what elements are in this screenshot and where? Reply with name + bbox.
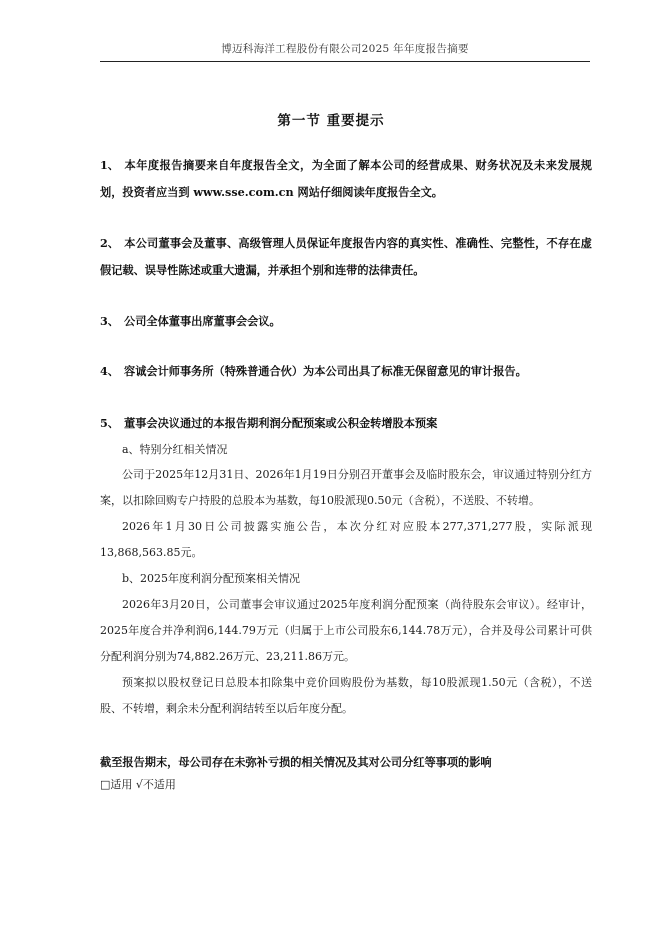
item-number: 2、 [100, 236, 119, 250]
item-3 [100, 308, 592, 335]
item-number: 4、 [100, 364, 119, 378]
item-number: 5、 [100, 416, 119, 430]
item-1 [100, 152, 592, 206]
item-text: 容诚会计师事务所（特殊普通合伙）为本公司出具了标准无保留意见的审计报告。 [124, 364, 527, 378]
paragraph-a2: 2026年1月30日公司披露实施公告，本次分红对应股本277,371,277股，实际派现13,868,563.85元。 [100, 520, 592, 559]
section-title: 第一节 重要提示 [277, 113, 385, 129]
header-rule [100, 61, 590, 62]
item-text: 本年度报告摘要来自年度报告全文，为全面了解本公司的经营成果、财务状况及未来发展规划，投资者应当到 www.sse.com.cn 网站仔细阅读年度报告全文。 [100, 158, 592, 199]
item-2 [100, 230, 592, 284]
item-number: 1、 [100, 158, 119, 172]
deficit-heading: 截至报告期末，母公司存在未弥补亏损的相关情况及其对公司分红等事项的影响 [100, 755, 492, 769]
item-5 [100, 410, 592, 437]
applicability-options: □适用 √不适用 [100, 778, 176, 791]
subheading-b: b、2025年度利润分配预案相关情况 [122, 572, 301, 585]
paragraph-a1: 公司于2025年12月31日、2026年1月19日分别召开董事会及临时股东会，审议通过特别分红方案，以扣除回购专户持股的总股本为基数，每10股派现0.50元（含税），不送股、不转增。 [100, 468, 592, 507]
running-header: 博迈科海洋工程股份有限公司2025 年年度报告摘要 [221, 43, 469, 55]
subheading-a: a、特别分红相关情况 [122, 443, 228, 456]
item-4 [100, 358, 592, 385]
item-text: 本公司董事会及董事、高级管理人员保证年度报告内容的真实性、准确性、完整性，不存在虚假记载、误导性陈述或重大遗漏，并承担个别和连带的法律责任。 [100, 236, 592, 277]
paragraph-b2: 预案拟以股权登记日总股本扣除集中竞价回购股份为基数，每10股派现1.50元（含税），不送股、不转增，剩余未分配利润结转至以后年度分配。 [100, 676, 592, 715]
item-number: 3、 [100, 314, 119, 328]
item-text: 董事会决议通过的本报告期利润分配预案或公积金转增股本预案 [124, 416, 438, 430]
paragraph-b1: 2026年3月20日，公司董事会审议通过2025年度利润分配预案（尚待股东会审议）。经审计，2025年度合并净利润6,144.79万元（归属于上市公司股东6,144.78万元），合并及母公司累计可供分配利润分别为74,882.26万元、23,211.86万元。 [100, 598, 592, 663]
item-text: 公司全体董事出席董事会会议。 [124, 314, 281, 328]
